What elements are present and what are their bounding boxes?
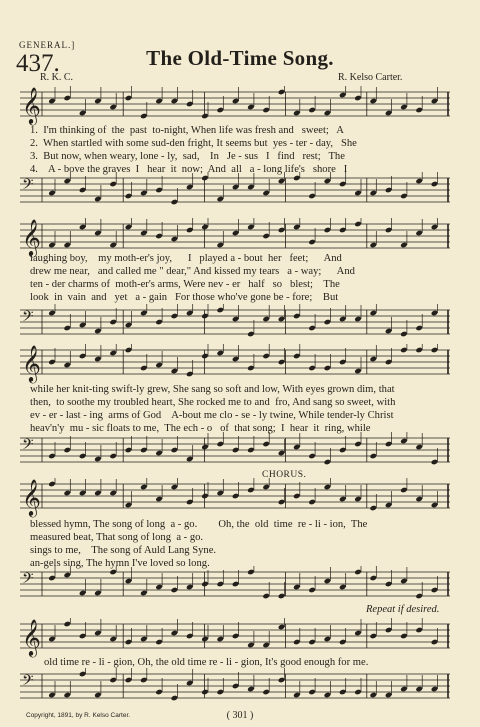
verse-line-3-3: ev - er - last - ing arms of God A-bout me clo - se - ly twine, While tender-ly Christ: [30, 410, 394, 421]
words-attribution: R. K. C.: [40, 72, 74, 83]
verse-line-1-2: 2. When startled with some sud-den fright, It seems but yes - ter - day, She: [30, 138, 357, 149]
bass-clef-icon: 𝄢: [22, 672, 34, 693]
verse-line-4-1: blessed hymn, The song of long a - go. Oh, the old time re - li - ion, The: [30, 519, 368, 530]
bass-staff-system-2: [20, 304, 450, 348]
repeat-instruction: Repeat if desired.: [366, 604, 440, 615]
treble-clef-icon: 𝄞: [22, 218, 41, 256]
verse-line-1-1: 1. I'm thinking of the past to-night, When life was fresh and sweet; A: [30, 125, 344, 136]
verse-line-4-3: sings to me, The song of Auld Lang Syne.: [30, 545, 217, 556]
music-attribution: R. Kelso Carter.: [338, 72, 403, 83]
treble-clef-icon: 𝄞: [22, 344, 41, 382]
verse-line-5-1: old time re - li - gion, Oh, the old time re - li - gion, It's good enough for me.: [44, 657, 369, 668]
page-number: ( 301 ): [226, 710, 254, 721]
treble-clef-icon: 𝄞: [22, 478, 41, 516]
verse-line-3-1: while her knit-ting swift-ly grew, She sang so soft and low, With eyes grown dim, that: [30, 384, 395, 395]
bass-clef-icon: 𝄢: [22, 436, 34, 457]
bass-staff-system-5: [20, 668, 450, 712]
bass-clef-icon: 𝄢: [22, 176, 34, 197]
verse-line-2-3: ten - der charms of moth-er's arms, Were nev - er half so blest; The: [30, 279, 340, 290]
bass-staff-system-1: [20, 172, 450, 216]
verse-line-4-4: an-gels sing, The hymn I've loved so long.: [30, 558, 210, 569]
hymn-title: The Old-Time Song.: [146, 46, 334, 70]
treble-staff-system-3: [20, 344, 450, 388]
bass-staff-system-3: [20, 432, 450, 476]
bass-clef-icon: 𝄢: [22, 308, 34, 329]
treble-clef-icon: 𝄞: [22, 618, 41, 656]
verse-line-2-1: laughing boy, my moth-er's joy, I played a - bout her feet; And: [30, 253, 342, 264]
verse-line-3-4: heav'n'y mu - sic floats to me, The ech - o of that song; I hear it ring, while: [30, 423, 371, 434]
hymn-number: 437.: [16, 50, 60, 77]
hymnal-category: GENERAL.]: [19, 40, 76, 50]
copyright-notice: Copyright, 1891, by R. Kelso Carter.: [26, 712, 131, 719]
verse-line-2-2: drew me near, and called me " dear," And kissed my tears a - way; And: [30, 266, 355, 277]
chorus-label: CHORUS.: [262, 470, 307, 480]
verse-line-1-4: 4. A - bove the graves I hear it now; And all a - long life's shore I: [30, 164, 348, 175]
bass-clef-icon: 𝄢: [22, 570, 34, 591]
treble-clef-icon: 𝄞: [22, 86, 41, 124]
verse-line-4-2: measured beat, That song of long a - go.: [30, 532, 204, 543]
treble-staff-system-4: [20, 478, 450, 522]
verse-line-1-3: 3. But now, when weary, lone - ly, sad, In Je - sus I find rest; The: [30, 151, 345, 162]
verse-line-3-2: then, to soothe my troubled heart, She rocked me to and fro, And sang so sweet, with: [30, 397, 396, 408]
verse-line-2-4: look in vain and yet a - gain For those who've gone be - fore; But: [30, 292, 339, 303]
